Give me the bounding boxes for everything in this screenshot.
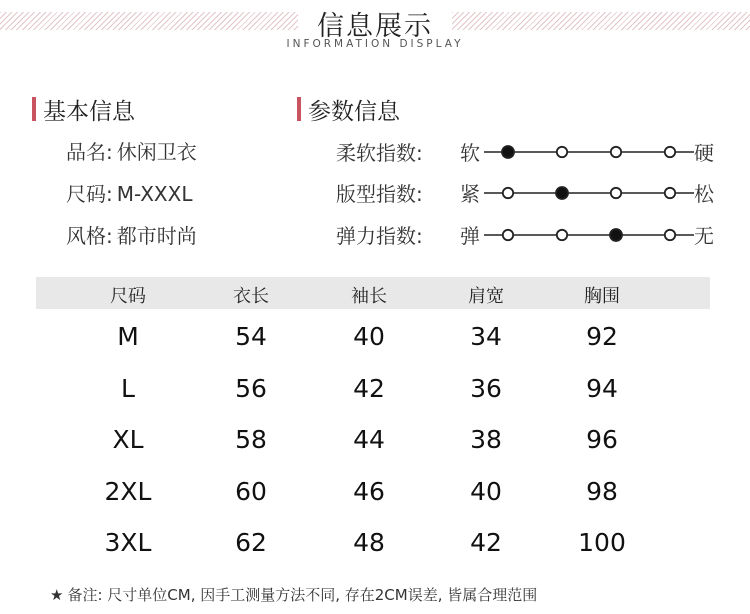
table-header-cell: 袖长 bbox=[351, 286, 387, 307]
table-cell: 56 bbox=[235, 374, 267, 403]
param-row-fit bbox=[336, 178, 736, 208]
table-cell: 62 bbox=[235, 528, 267, 557]
table-cell: 96 bbox=[586, 425, 618, 454]
scale-dot bbox=[557, 230, 567, 240]
param-scale bbox=[484, 182, 694, 204]
table-cell: 40 bbox=[353, 322, 385, 351]
scale-dot bbox=[665, 147, 675, 157]
table-cell: 38 bbox=[470, 425, 502, 454]
param-label: 版型指数: bbox=[336, 182, 423, 206]
info-value: 休闲卫衣 bbox=[116, 140, 197, 164]
size-note bbox=[50, 584, 537, 605]
table-cell: 42 bbox=[470, 528, 502, 557]
param-label: 柔软指数: bbox=[336, 141, 423, 165]
table-cell: 48 bbox=[353, 528, 385, 557]
param-min-label: 弹 bbox=[460, 224, 480, 248]
table-cell: 42 bbox=[353, 374, 385, 403]
table-header-cell: 尺码 bbox=[110, 286, 146, 307]
page-subtitle: INFORMATION DISPLAY bbox=[286, 38, 464, 50]
scale-dot bbox=[557, 147, 567, 157]
scale-dot bbox=[665, 188, 675, 198]
param-scale bbox=[484, 224, 694, 246]
scale-dot bbox=[611, 188, 621, 198]
note-text: 备注: 尺寸单位CM, 因手工测量方法不同, 存在2CM误差, 皆属合理范围 bbox=[67, 586, 538, 604]
param-label: 弹力指数: bbox=[336, 224, 423, 248]
param-max-label: 无 bbox=[694, 224, 714, 248]
params-heading bbox=[297, 93, 400, 125]
param-min-label: 软 bbox=[460, 141, 480, 165]
table-header-cell: 衣长 bbox=[233, 286, 269, 307]
table-cell: 98 bbox=[586, 477, 618, 506]
table-cell: 34 bbox=[470, 322, 502, 351]
scale-dot-selected bbox=[556, 187, 568, 199]
info-row-size bbox=[66, 178, 192, 208]
scale-dot bbox=[665, 230, 675, 240]
info-row-style bbox=[66, 220, 197, 250]
table-cell: 94 bbox=[586, 374, 618, 403]
table-cell: 46 bbox=[353, 477, 385, 506]
table-cell: 40 bbox=[470, 477, 502, 506]
scale-dot bbox=[503, 188, 513, 198]
scale-dot-selected bbox=[610, 229, 622, 241]
param-max-label: 硬 bbox=[694, 141, 714, 165]
table-cell: 3XL bbox=[104, 528, 152, 557]
table-cell: L bbox=[121, 374, 135, 403]
param-row-softness bbox=[336, 137, 736, 167]
info-label: 尺码: bbox=[66, 182, 113, 206]
table-header-cell: 肩宽 bbox=[468, 286, 504, 307]
table-header-cell: 胸围 bbox=[584, 286, 620, 307]
info-value: M-XXXL bbox=[116, 182, 193, 206]
table-cell: 44 bbox=[353, 425, 385, 454]
star-icon: ★ bbox=[50, 586, 64, 604]
table-cell: 54 bbox=[235, 322, 267, 351]
param-row-elasticity bbox=[336, 220, 736, 250]
info-label: 品名: bbox=[66, 140, 113, 164]
table-cell: 60 bbox=[235, 477, 267, 506]
table-cell: XL bbox=[112, 425, 144, 454]
scale-dot bbox=[503, 230, 513, 240]
info-label: 风格: bbox=[66, 224, 113, 248]
table-cell: 92 bbox=[586, 322, 618, 351]
accent-bar bbox=[297, 97, 301, 121]
basic-info-title: 基本信息 bbox=[43, 98, 135, 125]
table-cell: 100 bbox=[578, 528, 626, 557]
params-title: 参数信息 bbox=[308, 98, 400, 125]
page-title: 信息展示 bbox=[317, 11, 433, 42]
accent-bar bbox=[32, 97, 36, 121]
table-cell: 36 bbox=[470, 374, 502, 403]
table-cell: 2XL bbox=[104, 477, 152, 506]
table-cell: M bbox=[117, 322, 139, 351]
info-row-name bbox=[66, 136, 197, 166]
table-cell: 58 bbox=[235, 425, 267, 454]
param-min-label: 紧 bbox=[460, 182, 480, 206]
basic-info-heading bbox=[32, 93, 135, 125]
scale-dot bbox=[611, 147, 621, 157]
param-max-label: 松 bbox=[694, 182, 714, 206]
scale-dot-selected bbox=[502, 146, 514, 158]
param-scale bbox=[484, 141, 694, 163]
info-value: 都市时尚 bbox=[116, 224, 197, 248]
